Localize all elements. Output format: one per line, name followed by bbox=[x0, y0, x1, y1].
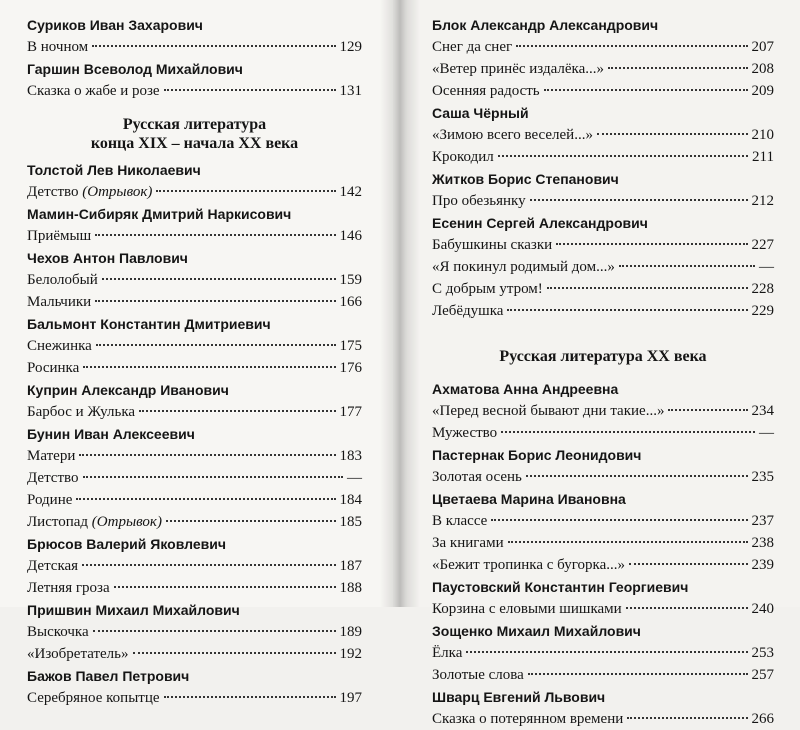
page-number: 237 bbox=[751, 513, 774, 529]
entry-title-group bbox=[432, 300, 503, 322]
page-number: 129 bbox=[339, 39, 362, 55]
dot-leader bbox=[95, 234, 335, 236]
toc-entry[interactable] bbox=[27, 445, 362, 467]
left-toc-column bbox=[27, 14, 362, 709]
entry-title: Детская bbox=[27, 558, 79, 574]
author-name: Пришвин Михаил Михайлович bbox=[27, 602, 240, 618]
dot-leader bbox=[528, 673, 748, 675]
entry-title-group bbox=[432, 532, 504, 554]
toc-entry[interactable] bbox=[27, 269, 362, 291]
dot-leader bbox=[619, 265, 755, 267]
entry-title-group bbox=[432, 146, 494, 168]
dot-leader bbox=[547, 287, 748, 289]
entry-title: Лебёдушка bbox=[432, 303, 504, 319]
page-number: 184 bbox=[339, 492, 362, 508]
author-name: Ахматова Анна Андреевна bbox=[432, 381, 619, 397]
page-number: 238 bbox=[751, 535, 774, 551]
toc-entry[interactable] bbox=[27, 577, 362, 599]
entry-title-group bbox=[432, 400, 664, 422]
page-number: 177 bbox=[339, 404, 362, 420]
toc-entry[interactable] bbox=[432, 146, 774, 168]
entry-title: Матери bbox=[27, 448, 76, 464]
page-number: — bbox=[759, 425, 774, 441]
entry-title-group bbox=[27, 225, 91, 247]
entry-title-group bbox=[27, 511, 162, 533]
entry-title: Приёмыш bbox=[27, 228, 92, 244]
dot-leader bbox=[96, 344, 336, 346]
entry-title: Росинка bbox=[27, 360, 80, 376]
entry-title: Сказка о жабе и розе bbox=[27, 83, 160, 99]
entry-title: Крокодил bbox=[432, 149, 494, 165]
entry-title-group bbox=[27, 445, 75, 467]
author-name: Куприн Александр Иванович bbox=[27, 382, 229, 398]
toc-entry[interactable] bbox=[432, 598, 774, 620]
toc-entry[interactable] bbox=[27, 687, 362, 709]
entry-title-group bbox=[432, 466, 522, 488]
entry-title: В классе bbox=[432, 513, 488, 529]
entry-title-group bbox=[27, 335, 92, 357]
toc-entry[interactable] bbox=[432, 532, 774, 554]
dot-leader bbox=[164, 696, 336, 698]
author-name: Суриков Иван Захарович bbox=[27, 17, 203, 33]
entry-title-group bbox=[432, 80, 540, 102]
left-toc-blocks bbox=[27, 14, 362, 102]
page-number: 197 bbox=[339, 690, 362, 706]
dot-leader bbox=[668, 409, 747, 411]
toc-entry[interactable] bbox=[432, 400, 774, 422]
dot-leader bbox=[133, 652, 336, 654]
toc-entry[interactable] bbox=[432, 190, 774, 212]
entry-title: Детство bbox=[27, 184, 79, 200]
entry-title: За книгами bbox=[432, 535, 504, 551]
dot-leader bbox=[544, 89, 748, 91]
toc-entry[interactable] bbox=[27, 401, 362, 423]
entry-title: «Я покинул родимый дом...» bbox=[432, 259, 615, 275]
author-name: Гаршин Всеволод Михайлович bbox=[27, 61, 243, 77]
entry-title: С добрым утром! bbox=[432, 281, 543, 297]
entry-title-group bbox=[432, 510, 487, 532]
page-number: 239 bbox=[751, 557, 774, 573]
page-number: — bbox=[759, 259, 774, 275]
page-number: 212 bbox=[751, 193, 774, 209]
entry-title: Родине bbox=[27, 492, 73, 508]
page-number: 229 bbox=[751, 303, 774, 319]
toc-entry[interactable] bbox=[27, 225, 362, 247]
entry-title: Летняя гроза bbox=[27, 580, 110, 596]
author-name: Бажов Павел Петрович bbox=[27, 668, 190, 684]
entry-title: «Бежит тропинка с бугорка...» bbox=[432, 557, 625, 573]
entry-title: Про обезьянку bbox=[432, 193, 526, 209]
entry-title-group bbox=[27, 577, 110, 599]
dot-leader bbox=[526, 475, 748, 477]
page-number: 228 bbox=[751, 281, 774, 297]
entry-title: Сказка о потерянном времени bbox=[432, 711, 624, 727]
page-number: 142 bbox=[339, 184, 362, 200]
dot-leader bbox=[76, 498, 335, 500]
entry-title: Корзина с еловыми шишками bbox=[432, 601, 622, 617]
page-number: 131 bbox=[339, 83, 362, 99]
toc-entry[interactable] bbox=[432, 278, 774, 300]
entry-title: «Перед весной бывают дни такие...» bbox=[432, 403, 665, 419]
page-number: 235 bbox=[751, 469, 774, 485]
entry-title: Барбос и Жулька bbox=[27, 404, 136, 420]
entry-title-group bbox=[432, 58, 604, 80]
author-name: Блок Александр Александрович bbox=[432, 17, 659, 33]
entry-title-group bbox=[27, 269, 98, 291]
dot-leader bbox=[466, 651, 747, 653]
dot-leader bbox=[114, 586, 336, 588]
entry-title-group bbox=[27, 467, 79, 489]
toc-entry[interactable] bbox=[432, 664, 774, 686]
toc-entry[interactable] bbox=[432, 422, 774, 444]
page-number: 210 bbox=[751, 127, 774, 143]
entry-note: (Отрывок) bbox=[91, 514, 162, 530]
entry-title: Детство bbox=[27, 470, 79, 486]
entry-title: Осенняя радость bbox=[432, 83, 540, 99]
toc-entry[interactable] bbox=[27, 357, 362, 379]
entry-title-group bbox=[432, 124, 593, 146]
toc-entry[interactable] bbox=[432, 708, 774, 730]
entry-title-group bbox=[27, 291, 91, 313]
left-section-blocks bbox=[27, 159, 362, 709]
author-name: Пастернак Борис Леонидович bbox=[432, 447, 642, 463]
page-number: 187 bbox=[339, 558, 362, 574]
section-heading-line: Русская литература XX века bbox=[499, 348, 707, 365]
entry-title-group bbox=[432, 598, 622, 620]
entry-title-group bbox=[27, 401, 135, 423]
toc-entry[interactable] bbox=[27, 36, 362, 58]
page-number: 208 bbox=[751, 61, 774, 77]
book-gutter bbox=[380, 0, 420, 607]
author-name: Саша Чёрный bbox=[432, 105, 529, 121]
toc-entry[interactable] bbox=[432, 36, 774, 58]
page-number: 227 bbox=[751, 237, 774, 253]
entry-title: Снег да снег bbox=[432, 39, 513, 55]
dot-leader bbox=[498, 155, 748, 157]
dot-leader bbox=[629, 563, 748, 565]
entry-title-group bbox=[432, 234, 552, 256]
dot-leader bbox=[530, 199, 748, 201]
page-number: 175 bbox=[339, 338, 362, 354]
entry-title: Листопад bbox=[27, 514, 89, 530]
entry-title-group bbox=[27, 643, 129, 665]
entry-title-group bbox=[27, 687, 160, 709]
dot-leader bbox=[164, 89, 336, 91]
dot-leader bbox=[139, 410, 335, 412]
author-name: Есенин Сергей Александрович bbox=[432, 215, 648, 231]
entry-title: «Зимою всего веселей...» bbox=[432, 127, 593, 143]
page-number: 240 bbox=[751, 601, 774, 617]
page-number: 189 bbox=[339, 624, 362, 640]
entry-title: Серебряное копытце bbox=[27, 690, 160, 706]
entry-title-group bbox=[27, 181, 152, 203]
right-section-blocks bbox=[432, 378, 774, 730]
toc-entry[interactable] bbox=[27, 643, 362, 665]
author-name: Шварц Евгений Львович bbox=[432, 689, 606, 705]
entry-title-group bbox=[432, 256, 615, 278]
entry-title-group bbox=[432, 664, 524, 686]
entry-title-group bbox=[432, 36, 512, 58]
page-number: 253 bbox=[751, 645, 774, 661]
dot-leader bbox=[627, 717, 747, 719]
toc-entry[interactable] bbox=[432, 554, 774, 576]
toc-entry[interactable] bbox=[432, 256, 774, 278]
toc-entry[interactable] bbox=[27, 489, 362, 511]
dot-leader bbox=[608, 67, 748, 69]
dot-leader bbox=[516, 45, 747, 47]
toc-entry[interactable] bbox=[27, 181, 362, 203]
page-number: 192 bbox=[339, 646, 362, 662]
author-name: Бальмонт Константин Дмитриевич bbox=[27, 316, 271, 332]
section-heading-right bbox=[432, 322, 774, 378]
toc-entry[interactable] bbox=[27, 555, 362, 577]
entry-title: Мужество bbox=[432, 425, 498, 441]
entry-title: В ночном bbox=[27, 39, 89, 55]
dot-leader bbox=[508, 541, 748, 543]
entry-title-group bbox=[432, 422, 497, 444]
entry-title-group bbox=[432, 708, 623, 730]
page-number: 234 bbox=[751, 403, 774, 419]
dot-leader bbox=[93, 630, 336, 632]
dot-leader bbox=[166, 520, 336, 522]
dot-leader bbox=[95, 300, 335, 302]
author-name: Толстой Лев Николаевич bbox=[27, 162, 201, 178]
author-name: Паустовский Константин Георгиевич bbox=[432, 579, 689, 595]
page-number: 183 bbox=[339, 448, 362, 464]
toc-entry[interactable] bbox=[432, 466, 774, 488]
page-number: 257 bbox=[751, 667, 774, 683]
page-number: 207 bbox=[751, 39, 774, 55]
entry-title: Бабушкины сказки bbox=[432, 237, 553, 253]
toc-entry[interactable] bbox=[432, 510, 774, 532]
author-name: Брюсов Валерий Яковлевич bbox=[27, 536, 226, 552]
right-toc-blocks bbox=[432, 14, 774, 322]
entry-title: Золотые слова bbox=[432, 667, 524, 683]
author-name: Чехов Антон Павлович bbox=[27, 250, 188, 266]
entry-title-group bbox=[27, 36, 88, 58]
right-toc-column bbox=[432, 14, 774, 730]
page-number: 185 bbox=[339, 514, 362, 530]
page-number: 211 bbox=[752, 149, 774, 165]
entry-title-group bbox=[27, 621, 89, 643]
dot-leader bbox=[102, 278, 336, 280]
author-name: Бунин Иван Алексеевич bbox=[27, 426, 195, 442]
entry-note: (Отрывок) bbox=[82, 184, 153, 200]
dot-leader bbox=[626, 607, 748, 609]
entry-title-group bbox=[27, 357, 79, 379]
dot-leader bbox=[507, 309, 747, 311]
page-number: 159 bbox=[339, 272, 362, 288]
page-number: 146 bbox=[339, 228, 362, 244]
entry-title: «Ветер принёс издалёка...» bbox=[432, 61, 604, 77]
dot-leader bbox=[83, 476, 343, 478]
author-name: Зощенко Михаил Михайлович bbox=[432, 623, 641, 639]
entry-title: Ёлка bbox=[432, 645, 463, 661]
dot-leader bbox=[501, 431, 755, 433]
entry-title-group bbox=[27, 555, 78, 577]
page-number: 176 bbox=[339, 360, 362, 376]
toc-entry[interactable] bbox=[27, 511, 362, 533]
page-number: 266 bbox=[751, 711, 774, 727]
entry-title-group bbox=[432, 278, 543, 300]
entry-title: Снежинка bbox=[27, 338, 92, 354]
entry-title-group bbox=[27, 80, 160, 102]
author-name: Цветаева Марина Ивановна bbox=[432, 491, 626, 507]
section-heading-line: Русская литература bbox=[122, 116, 267, 133]
toc-entry[interactable] bbox=[27, 80, 362, 102]
section-heading-line: конца XIX – начала XX века bbox=[90, 135, 299, 152]
author-name: Мамин-Сибиряк Дмитрий Наркисович bbox=[27, 206, 292, 222]
entry-title-group bbox=[432, 554, 625, 576]
entry-title: Мальчики bbox=[27, 294, 92, 310]
entry-title-group bbox=[27, 489, 72, 511]
entry-title: Золотая осень bbox=[432, 469, 522, 485]
dot-leader bbox=[491, 519, 747, 521]
entry-title: «Изобретатель» bbox=[27, 646, 129, 662]
dot-leader bbox=[79, 454, 335, 456]
entry-title: Белолобый bbox=[27, 272, 98, 288]
dot-leader bbox=[597, 133, 748, 135]
toc-entry[interactable] bbox=[432, 234, 774, 256]
toc-entry[interactable] bbox=[432, 642, 774, 664]
page-number: 209 bbox=[751, 83, 774, 99]
dot-leader bbox=[82, 564, 335, 566]
toc-entry[interactable] bbox=[432, 80, 774, 102]
page-number: 166 bbox=[339, 294, 362, 310]
toc-entry[interactable] bbox=[432, 124, 774, 146]
toc-entry[interactable] bbox=[27, 467, 362, 489]
entry-title-group bbox=[432, 190, 526, 212]
toc-entry[interactable] bbox=[432, 300, 774, 322]
entry-title: Выскочка bbox=[27, 624, 89, 640]
toc-entry[interactable] bbox=[27, 335, 362, 357]
dot-leader bbox=[556, 243, 747, 245]
dot-leader bbox=[92, 45, 335, 47]
section-heading-left bbox=[27, 102, 362, 159]
page-number: 188 bbox=[339, 580, 362, 596]
toc-entry[interactable] bbox=[27, 291, 362, 313]
dot-leader bbox=[156, 190, 335, 192]
dot-leader bbox=[83, 366, 335, 368]
toc-entry[interactable] bbox=[27, 621, 362, 643]
entry-title-group bbox=[432, 642, 462, 664]
toc-entry[interactable] bbox=[432, 58, 774, 80]
page-number: — bbox=[347, 470, 362, 486]
author-name: Житков Борис Степанович bbox=[432, 171, 619, 187]
